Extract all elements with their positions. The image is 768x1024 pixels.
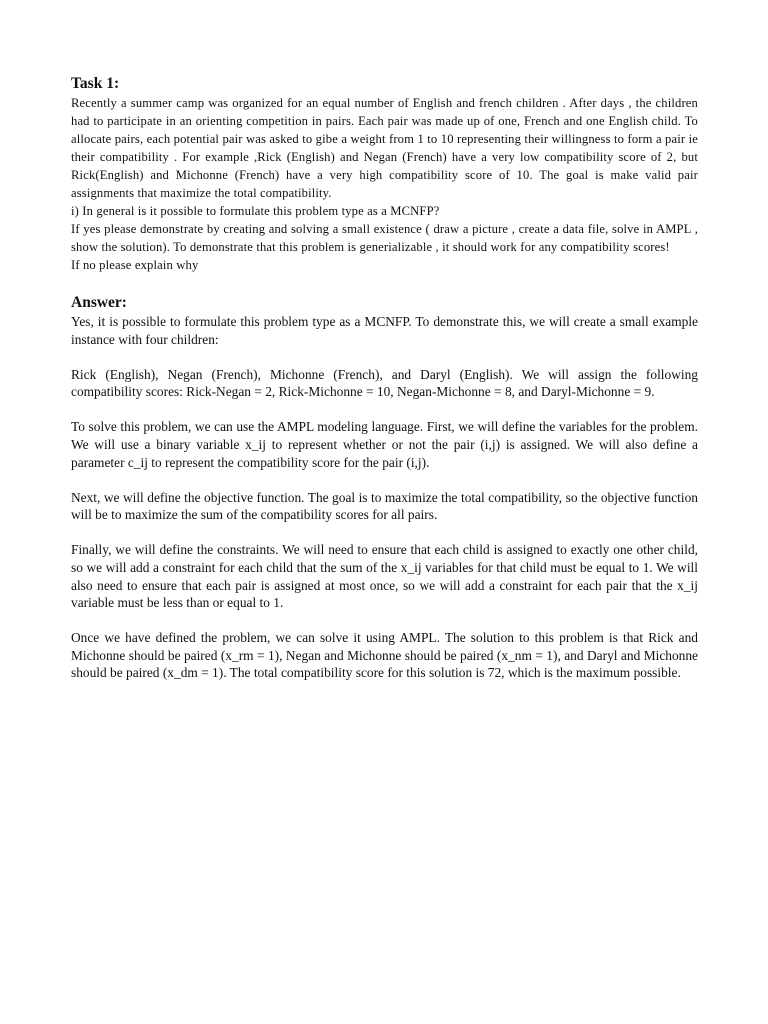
task-if-yes: If yes please demonstrate by creating and solving a small existence ( draw a picture , create a data file, solve in AMPL , show the solution). To demonstrate that this problem is generializable , it should work for any compatibility scores! bbox=[71, 222, 698, 254]
document-page bbox=[71, 74, 698, 700]
answer-paragraph-intro: Yes, it is possible to formulate this problem type as a MCNFP. To demonstrate this, we will create a small example instance with four children: bbox=[71, 314, 698, 347]
answer-paragraph-constraints: Finally, we will define the constraints. We will need to ensure that each child is assigned to exactly one other child, so we will add a constraint for each child that the sum of the x_ij variables for that child must be equal to 1. We will also need to ensure that each pair is assigned at most once, so we will add a constraint for each pair that the x_ij variable must be less than or equal to 1. bbox=[71, 542, 698, 611]
answer-body bbox=[71, 313, 698, 682]
answer-paragraph-objective: Next, we will define the objective function. The goal is to maximize the total compatibility, so the objective function will be to maximize the sum of the compatibility scores for all pairs. bbox=[71, 489, 698, 523]
task-heading: Task 1: bbox=[71, 75, 120, 92]
answer-heading: Answer: bbox=[71, 294, 127, 311]
task-body bbox=[71, 94, 698, 274]
task-description: Recently a summer camp was organized for an equal number of English and french children . After days , the children had to participate in an orienting competition in pairs. Each pair was made up of one, French and one English child. To allocate pairs, each potential pair was asked to gibe a weight from 1 to 10 representing their willingness to form a pair ie their compatibility . For example ,Rick (English) and Negan (French) have a very low compatibility score of 2, but Rick(English) and Michonne (French) have a very high compatibility score of 10. The goal is make valid pair assignments that maximize the total compatibility. bbox=[71, 96, 698, 200]
answer-paragraph-instance: Rick (English), Negan (French), Michonne (French), and Daryl (English). We will assign the following compatibility scores: Rick-Negan = 2, Rick-Michonne = 10, Negan-Michonne = 8, and Daryl-Michonne = 9. bbox=[71, 366, 698, 400]
task-question: i) In general is it possible to formulate this problem type as a MCNFP? bbox=[71, 204, 440, 218]
answer-paragraph-solution: Once we have defined the problem, we can solve it using AMPL. The solution to this problem is that Rick and Michonne should be paired (x_rm = 1), Negan and Michonne should be paired (x_nm = 1), and Daryl and Michonne should be paired (x_dm = 1). The total compatibility score for this solution is 72, which is the maximum possible. bbox=[71, 630, 698, 681]
answer-paragraph-variables: To solve this problem, we can use the AMPL modeling language. First, we will define the variables for the problem. We will use a binary variable x_ij to represent whether or not the pair (i,j) is assigned. We will also define a parameter c_ij to represent the compatibility score for the pair (i,j). bbox=[71, 419, 698, 470]
task-if-no: If no please explain why bbox=[71, 258, 199, 272]
